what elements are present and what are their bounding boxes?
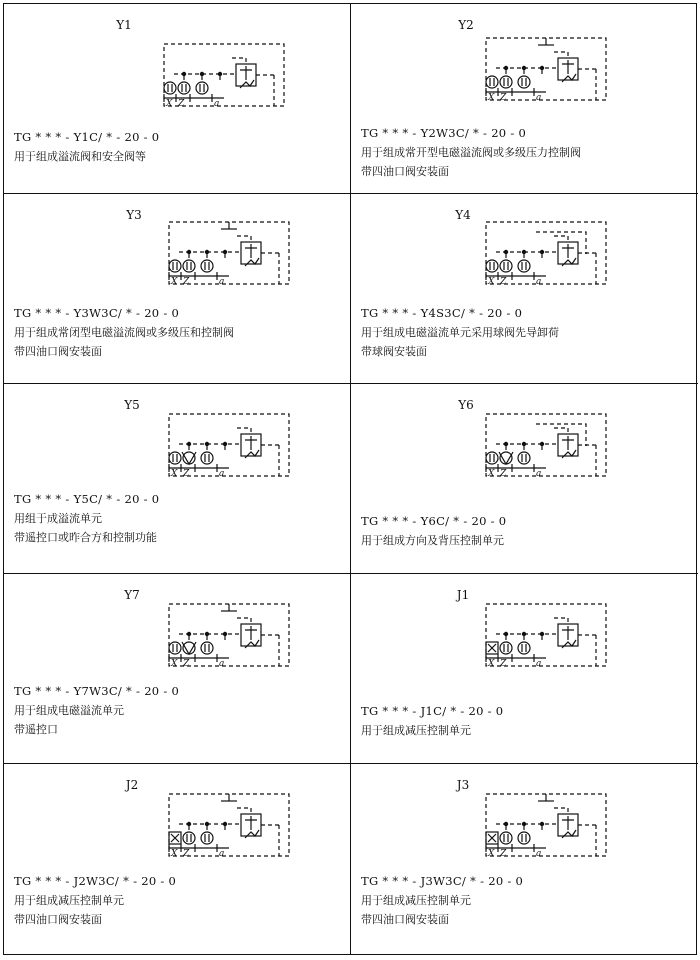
variant-description: [14, 682, 344, 739]
port-z-label: Z: [500, 849, 507, 859]
hydraulic-schematic: [476, 786, 616, 866]
port-a-label: a: [536, 469, 542, 479]
port-a-label: a: [536, 277, 542, 287]
port-z-label: Z: [178, 99, 185, 109]
port-z-label: Z: [183, 469, 190, 479]
variant-grid: [4, 4, 696, 954]
port-z-label: Z: [500, 469, 507, 479]
usage-text: 用组于成溢流单元: [14, 512, 102, 525]
variant-cell-j1: [351, 574, 698, 764]
usage-text: 用于组成方向及背压控制单元: [361, 534, 504, 547]
model-code: TG * * * - Y4S3C/ * - 20 - 0: [361, 306, 523, 320]
hydraulic-schematic: [476, 596, 616, 676]
variant-code: Y7: [124, 588, 140, 602]
variant-code: Y1: [116, 18, 132, 32]
port-z-label: Z: [183, 659, 190, 669]
variant-cell-y7: [4, 574, 351, 764]
hydraulic-schematic: [154, 36, 294, 116]
usage-text: 用于组成常闭型电磁溢流阀或多级压和控制阀: [14, 326, 234, 339]
variant-code: J1: [456, 588, 470, 602]
usage-text: 用于组成减压控制单元: [14, 894, 124, 907]
variant-description: [361, 124, 692, 181]
hydraulic-schematic: [159, 596, 299, 676]
hydraulic-schematic: [476, 30, 616, 110]
port-a-label: a: [536, 849, 542, 859]
variant-description: [14, 872, 344, 929]
hydraulic-schematic: [159, 786, 299, 866]
usage-text: 用于组成溢流阀和安全阀等: [14, 150, 146, 163]
variant-cell-y6: [351, 384, 698, 574]
mounting-text: 带球阀安装面: [361, 345, 427, 358]
variant-cell-j3: [351, 764, 698, 954]
model-code: TG * * * - Y1C/ * - 20 - 0: [14, 130, 160, 144]
port-x-label: X: [488, 469, 495, 479]
port-z-label: Z: [500, 277, 507, 287]
port-a-label: a: [536, 659, 542, 669]
usage-text: 用于组成电磁溢流单元: [14, 704, 124, 717]
variant-description: [361, 702, 692, 740]
port-a-label: a: [219, 469, 225, 479]
hydraulic-schematic: [159, 406, 299, 486]
port-a-label: a: [219, 849, 225, 859]
port-x-label: X: [171, 659, 178, 669]
model-code: TG * * * - J1C/ * - 20 - 0: [361, 704, 504, 718]
model-code: TG * * * - Y5C/ * - 20 - 0: [14, 492, 160, 506]
port-a-label: a: [219, 659, 225, 669]
variant-description: [14, 128, 344, 166]
mounting-text: 带四油口阀安装面: [361, 913, 449, 926]
variant-cell-y3: [4, 194, 351, 384]
model-code: TG * * * - Y3W3C/ * - 20 - 0: [14, 306, 180, 320]
port-z-label: Z: [500, 659, 507, 669]
port-z-label: Z: [183, 277, 190, 287]
port-x-label: X: [488, 277, 495, 287]
model-code: TG * * * - Y6C/ * - 20 - 0: [361, 514, 507, 528]
variant-cell-y5: [4, 384, 351, 574]
variant-code: Y4: [455, 208, 471, 222]
port-x-label: X: [488, 849, 495, 859]
model-code: TG * * * - Y7W3C/ * - 20 - 0: [14, 684, 180, 698]
model-code: TG * * * - J3W3C/ * - 20 - 0: [361, 874, 524, 888]
port-x-label: X: [488, 93, 495, 103]
hydraulic-schematic: [159, 214, 299, 294]
usage-text: 用于组成减压控制单元: [361, 724, 471, 737]
variant-code: J2: [125, 778, 139, 792]
mounting-text: 带四油口阀安装面: [14, 345, 102, 358]
variant-description: [361, 512, 692, 550]
mounting-text: 带四油口阀安装面: [14, 913, 102, 926]
variant-description: [14, 304, 344, 361]
model-code: TG * * * - Y2W3C/ * - 20 - 0: [361, 126, 527, 140]
mounting-text: 带遥控口或昨合方和控制功能: [14, 531, 157, 544]
port-z-label: Z: [500, 93, 507, 103]
variant-cell-y4: [351, 194, 698, 384]
model-code: TG * * * - J2W3C/ * - 20 - 0: [14, 874, 177, 888]
port-x-label: X: [166, 99, 173, 109]
port-a-label: a: [219, 277, 225, 287]
port-x-label: X: [488, 659, 495, 669]
variant-description: [361, 872, 692, 929]
catalog-sheet: [3, 3, 697, 955]
usage-text: 用于组成常开型电磁溢流阀或多级压力控制阀: [361, 146, 581, 159]
hydraulic-schematic: [476, 214, 616, 294]
port-a-label: a: [214, 99, 220, 109]
variant-code: Y3: [126, 208, 142, 222]
variant-code: Y5: [124, 398, 140, 412]
variant-cell-j2: [4, 764, 351, 954]
hydraulic-schematic: [476, 406, 616, 486]
variant-code: Y6: [458, 398, 474, 412]
variant-cell-y2: [351, 4, 698, 194]
port-x-label: X: [171, 849, 178, 859]
mounting-text: 带遥控口: [14, 723, 58, 736]
variant-code: J3: [456, 778, 470, 792]
usage-text: 用于组成电磁溢流单元采用球阀先导卸荷: [361, 326, 559, 339]
port-x-label: X: [171, 277, 178, 287]
variant-description: [14, 490, 344, 547]
variant-cell-y1: [4, 4, 351, 194]
mounting-text: 带四油口阀安装面: [361, 165, 449, 178]
usage-text: 用于组成减压控制单元: [361, 894, 471, 907]
port-x-label: X: [171, 469, 178, 479]
port-z-label: Z: [183, 849, 190, 859]
port-a-label: a: [536, 93, 542, 103]
variant-description: [361, 304, 692, 361]
variant-code: Y2: [458, 18, 474, 32]
